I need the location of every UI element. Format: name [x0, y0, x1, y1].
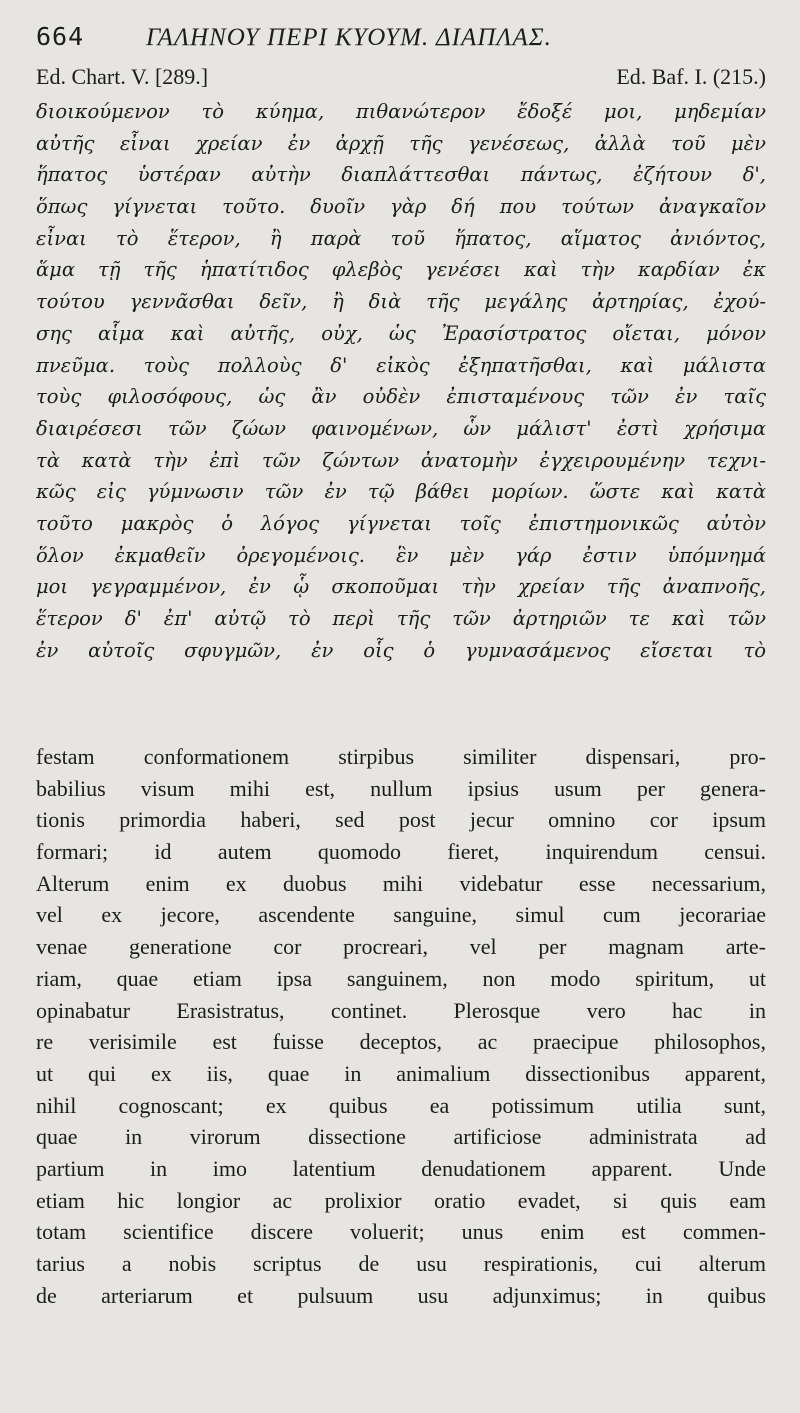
greek-text-line: τούτου γεννᾶσθαι δεῖν, ἢ διὰ τῆς μεγάλης ἀρτηρίας, ἐχού-: [36, 290, 766, 314]
latin-text-line: riam, quae etiam ipsa sanguinem, non modo spiritum, ut: [36, 965, 766, 991]
edition-basel-reference: Ed. Baf. I. (215.): [616, 64, 766, 89]
latin-text-line: opinabatur Erasistratus, continet. Plerosque vero hac in: [36, 997, 766, 1023]
page-number: 664: [36, 22, 85, 51]
greek-text-block: [36, 96, 766, 666]
latin-text-line: nihil cognoscant; ex quibus ea potissimum utilia sunt,: [36, 1092, 766, 1118]
latin-text-line: babilius visum mihi est, nullum ipsius usum per genera-: [36, 775, 766, 801]
latin-text-line: ut qui ex iis, quae in animalium dissectionibus apparent,: [36, 1060, 766, 1086]
latin-text-line: de arteriarum et pulsuum usu adjunximus; in quibus: [36, 1282, 766, 1308]
edition-reference-line: [36, 64, 766, 94]
latin-text-line: venae generatione cor procreari, vel per magnam arte-: [36, 934, 766, 960]
greek-text-line: ὅλον ἐκμαθεῖν ὀρεγομένοις. ἓν μὲν γάρ ἐστιν ὑπόμνημά: [36, 543, 766, 567]
latin-text-line: vel ex jecore, ascendente sanguine, simul cum jecorariae: [36, 902, 766, 928]
greek-text-line: εἶναι τὸ ἕτερον, ἢ παρὰ τοῦ ἥπατος, αἵματος ἀνιόντος,: [36, 226, 766, 250]
greek-text-line: ἅμα τῇ τῆς ἡπατίτιδος φλεβὸς γενέσει καὶ τὴν καρδίαν ἐκ: [36, 258, 766, 282]
latin-text-line: re verisimile est fuisse deceptos, ac praecipue philosophos,: [36, 1029, 766, 1055]
running-title: ΓΑΛΗΝΟΥ ΠΕΡΙ ΚΥΟΥΜ. ΔΙΑΠΛΑΣ.: [146, 24, 552, 51]
latin-text-line: festam conformationem stirpibus similiter dispensari, pro-: [36, 744, 766, 769]
latin-text-line: tionis primordia haberi, sed post jecur omnino cor ipsum: [36, 807, 766, 833]
greek-text-line: πνεῦμα. τοὺς πολλοὺς δ' εἰκὸς ἐξηπατῆσθαι, καὶ μάλιστα: [36, 353, 766, 377]
book-page: [36, 22, 766, 666]
greek-text-line: αὐτῆς εἶναι χρείαν ἐν ἀρχῇ τῆς γενέσεως, ἀλλὰ τοῦ μὲν: [36, 131, 766, 155]
edition-chartier-reference: Ed. Chart. V. [289.]: [36, 64, 209, 89]
running-head: [36, 22, 766, 62]
greek-text-line: τοῦτο μακρὸς ὁ λόγος γίγνεται τοῖς ἐπιστημονικῶς αὐτὸν: [36, 511, 766, 535]
latin-text-line: etiam hic longior ac prolixior oratio evadet, si quis eam: [36, 1187, 766, 1213]
greek-text-line: μοι γεγραμμένον, ἐν ᾧ σκοποῦμαι τὴν χρείαν τῆς ἀναπνοῆς,: [36, 575, 766, 599]
greek-text-line: ἕτερον δ' ἐπ' αὐτῷ τὸ περὶ τῆς τῶν ἀρτηριῶν τε καὶ τῶν: [36, 607, 766, 630]
greek-text-line: ἐν αὐτοῖς σφυγμῶν, ἐν οἷς ὁ γυμνασάμενος εἴσεται τὸ: [36, 638, 766, 662]
latin-text-line: partium in imo latentium denudationem apparent. Unde: [36, 1155, 766, 1181]
latin-text-line: tarius a nobis scriptus de usu respirationis, cui alterum: [36, 1251, 766, 1276]
greek-text-line: διαιρέσεσι τῶν ζώων φαινομένων, ὧν μάλιστ' ἐστὶ χρήσιμα: [36, 416, 766, 440]
latin-text-line: Alterum enim ex duobus mihi videbatur esse necessarium,: [36, 870, 766, 896]
greek-text-line: κῶς εἰς γύμνωσιν τῶν ἐν τῷ βάθει μορίων. ὥστε καὶ κατὰ: [36, 480, 766, 504]
latin-text-line: quae in virorum dissectione artificiose administrata ad: [36, 1124, 766, 1150]
greek-text-line: τοὺς φιλοσόφους, ὡς ἂν οὐδὲν ἐπισταμένους τῶν ἐν ταῖς: [36, 385, 766, 409]
greek-text-line: ἥπατος ὑστέραν αὐτὴν διαπλάττεσθαι πάντως, ἐζήτουν δ',: [36, 163, 766, 187]
greek-text-line: τὰ κατὰ τὴν ἐπὶ τῶν ζώντων ἀνατομὴν ἐγχειρουμένην τεχνι-: [36, 448, 766, 472]
latin-text-line: formari; id autem quomodo fieret, inquirendum censui.: [36, 839, 766, 865]
latin-text-block: [36, 741, 766, 1311]
greek-text-line: διοικούμενον τὸ κύημα, πιθανώτερον ἔδοξέ μοι, μηδεμίαν: [36, 100, 766, 123]
greek-text-line: ὅπως γίγνεται τοῦτο. δυοῖν γὰρ δή που τούτων ἀναγκαῖον: [36, 195, 766, 219]
latin-text-line: totam scientifice discere voluerit; unus enim est commen-: [36, 1219, 766, 1245]
greek-text-line: σης αἷμα καὶ αὐτῆς, οὐχ, ὡς Ἐρασίστρατος οἴεται, μόνον: [36, 321, 766, 345]
